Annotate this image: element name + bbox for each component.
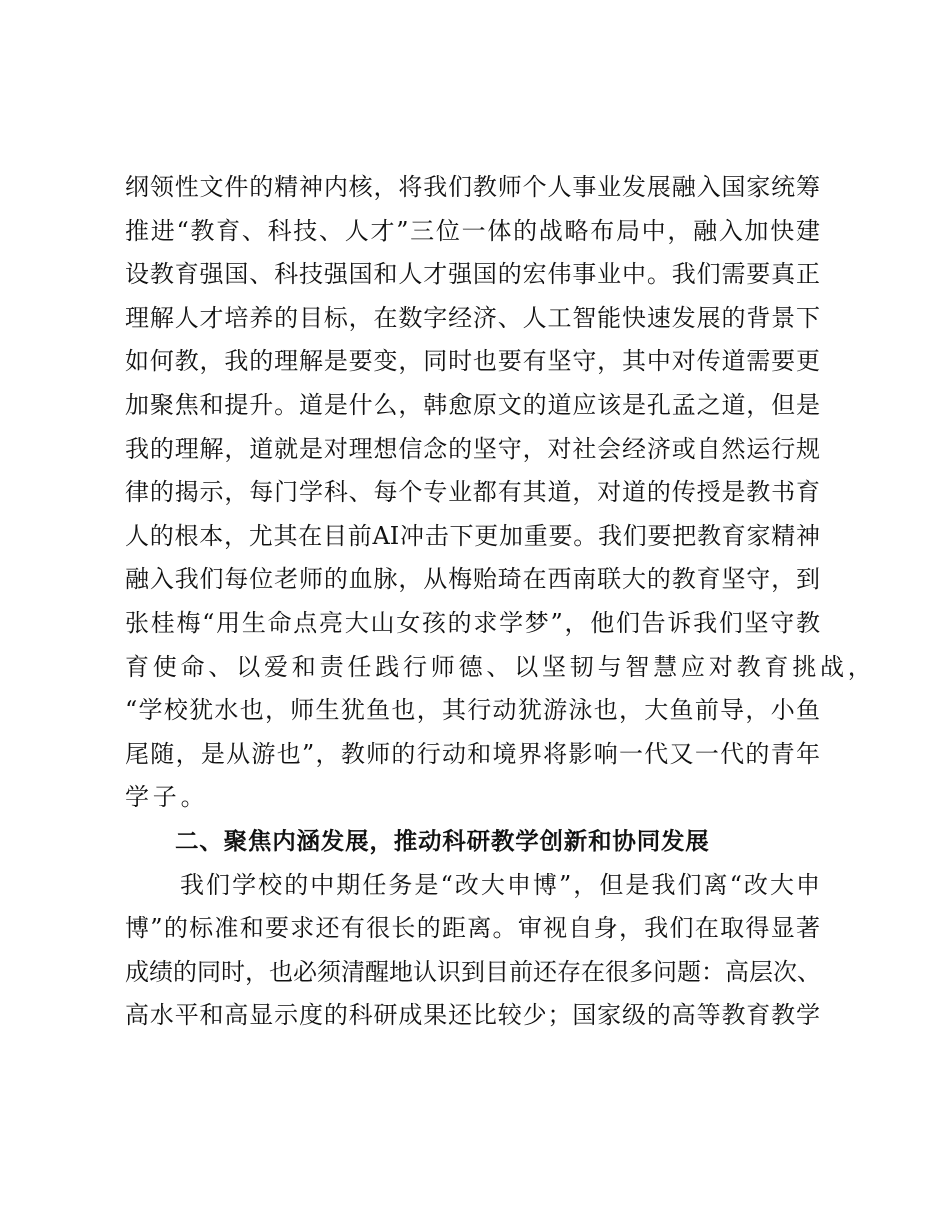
paragraph-line: 学子。 [125,783,209,812]
paragraph-line: 纲领性文件的精神内核，将我们教师个人事业发展融入国家统筹 [125,173,820,201]
paragraph-line: 我的理解，道就是对理想信念的坚守，对社会经济或自然运行规 [125,434,820,463]
paragraph-line: “学校犹水也，师生犹鱼也，其行动犹游泳也，大鱼前导，小鱼 [125,696,820,725]
paragraph-line: 博”的标准和要求还有很长的距离。审视自身，我们在取得显著 [125,914,820,943]
section-heading: 二、聚焦内涵发展，推动科研教学创新和协同发展 [175,826,710,855]
paragraph-line: 加聚焦和提升。道是什么，韩愈原文的道应该是孔孟之道，但是 [125,390,820,419]
paragraph-line: 理解人才培养的目标，在数字经济、人工智能快速发展的背景下 [125,303,820,332]
paragraph-line: 成绩的同时，也必须清醒地认识到目前还存在很多问题：高层次、 [125,957,821,986]
paragraph-line: 高水平和高显示度的科研成果还比较少；国家级的高等教育教学 [125,1001,820,1030]
paragraph-line: 张桂梅“用生命点亮大山女孩的求学梦”，他们告诉我们坚守教 [125,608,820,637]
paragraph-line: 人的根本，尤其在目前AI冲击下更加重要。我们要把教育家精神 [125,521,820,550]
body-text [125,166,876,1038]
paragraph-line: 律的揭示，每门学科、每个专业都有其道，对道的传授是教书育 [125,478,820,507]
paragraph-line: 尾随，是从游也”，教师的行动和境界将影响一代又一代的青年 [125,739,820,768]
paragraph-line: 如何教，我的理解是要变，同时也要有坚守，其中对传道需要更 [125,347,820,376]
paragraph-line: 设教育强国、科技强国和人才强国的宏伟事业中。我们需要真正 [125,260,820,289]
paragraph-line: 育使命、以爱和责任践行师德、以坚韧与智慧应对教育挑战， [125,652,876,681]
paragraph-line: 融入我们每位老师的血脉，从梅贻琦在西南联大的教育坚守，到 [125,565,820,594]
paragraph-line: 推进“教育、科技、人才”三位一体的战略布局中，融入加快建 [125,216,820,245]
paragraph-line: 我们学校的中期任务是“改大申博”，但是我们离“改大申 [180,870,820,899]
